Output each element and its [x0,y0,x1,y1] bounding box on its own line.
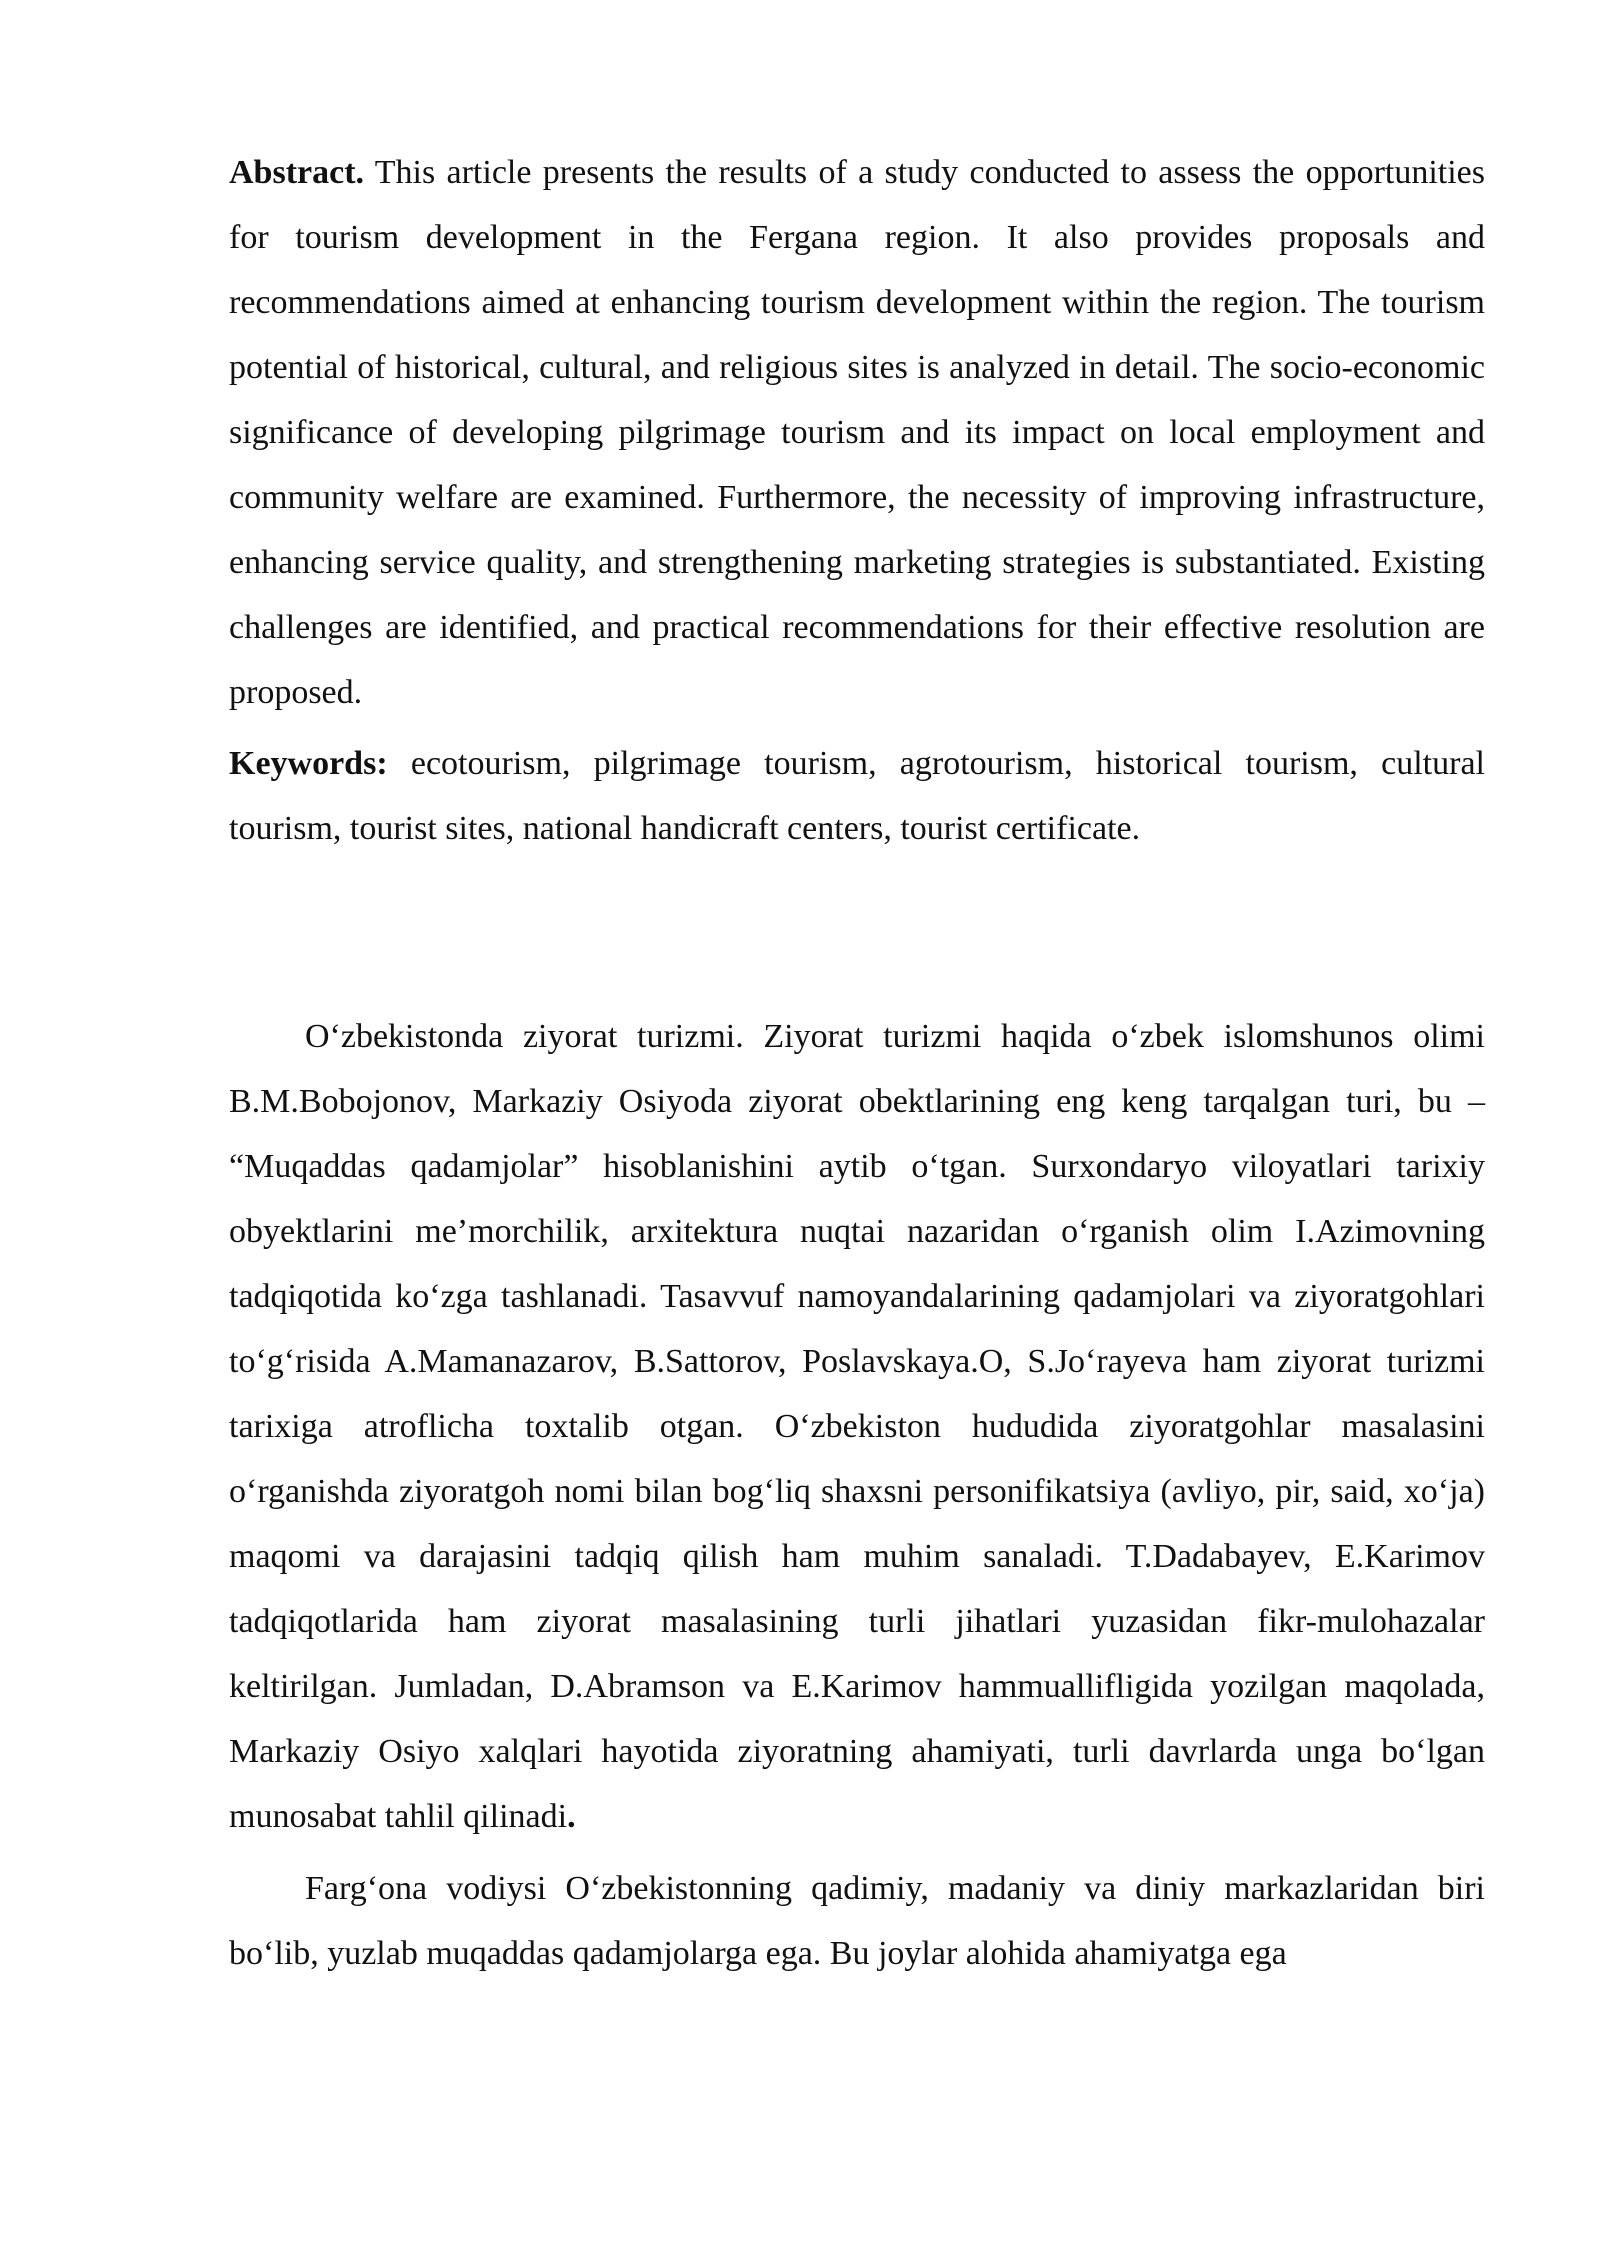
body-paragraph-1-text: O‘zbekistonda ziyorat turizmi. Ziyorat turizmi haqida o‘zbek islomshunos olimi B.M.Bobojonov, Markaziy Osiyoda ziyorat obektlarining eng keng tarqalgan turi, bu – “Muqaddas qadamjolar” hisoblanishini aytib o‘tgan. Surxondaryo viloyatlari tarixiy obyektlarini me’morchilik, arxitektura nuqtai nazaridan o‘rganish olim I.Azimovning tadqiqotida ko‘zga tashlanadi. Tasavvuf namoyandalarining qadamjolari va ziyoratgohlari to‘g‘risida A.Mamanazarov, B.Sattorov, Poslavskaya.O, S.Jo‘rayeva ham ziyorat turizmi tarixiga atroflicha toxtalib otgan. O‘zbekiston hududida ziyoratgohlar masalasini o‘rganishda ziyoratgoh nomi bilan bog‘liq shaxsni personifikatsiya (avliyo, pir, said, xo‘ja) maqomi va darajasini tadqiq qilish ham muhim sanaladi. T.Dadabayev, E.Karimov tadqiqotlarida ham ziyorat masalasining turli jihatlari yuzasidan fikr-mulohazalar keltirilgan. Jumladan, D.Abramson va E.Karimov hammuallifligida yozilgan maqolada, Markaziy Osiyo xalqlari hayotida ziyoratning ahamiyati, turli davrlarda unga bo‘lgan munosabat tahlil qilinadi [229,1018,1485,1835]
abstract-label: Abstract. [229,154,365,191]
body-paragraph-1-end: . [567,1798,576,1835]
body-paragraph-2 [229,1856,1485,1986]
keywords-paragraph [229,731,1485,861]
abstract-text: This article presents the results of a study conducted to assess the opportunities for tourism development in the Fergana region. It also provides proposals and recommendations aimed at enhancing tourism development within the region. The tourism potential of historical, cultural, and religious sites is analyzed in detail. The socio-economic significance of developing pilgrimage tourism and its impact on local employment and community welfare are examined. Furthermore, the necessity of improving infrastructure, enhancing service quality, and strengthening marketing strategies is substantiated. Existing challenges are identified, and practical recommendations for their effective resolution are proposed. [229,154,1486,711]
keywords-label: Keywords: [229,745,388,782]
body-paragraph-2-text: Farg‘ona vodiysi O‘zbekistonning qadimiy, madaniy va diniy markazlaridan biri bo‘lib, yuzlab muqaddas qadamjolarga ega. Bu joylar alohida ahamiyatga ega [229,1870,1485,1972]
abstract-paragraph [229,140,1485,725]
keywords-text: ecotourism, pilgrimage tourism, agrotourism, historical tourism, cultural tourism, tourist sites, national handicraft centers, tourist certificate. [229,745,1485,847]
paper-page [229,140,1485,1986]
body-section [229,1004,1485,1986]
body-paragraph-1 [229,1004,1485,1849]
